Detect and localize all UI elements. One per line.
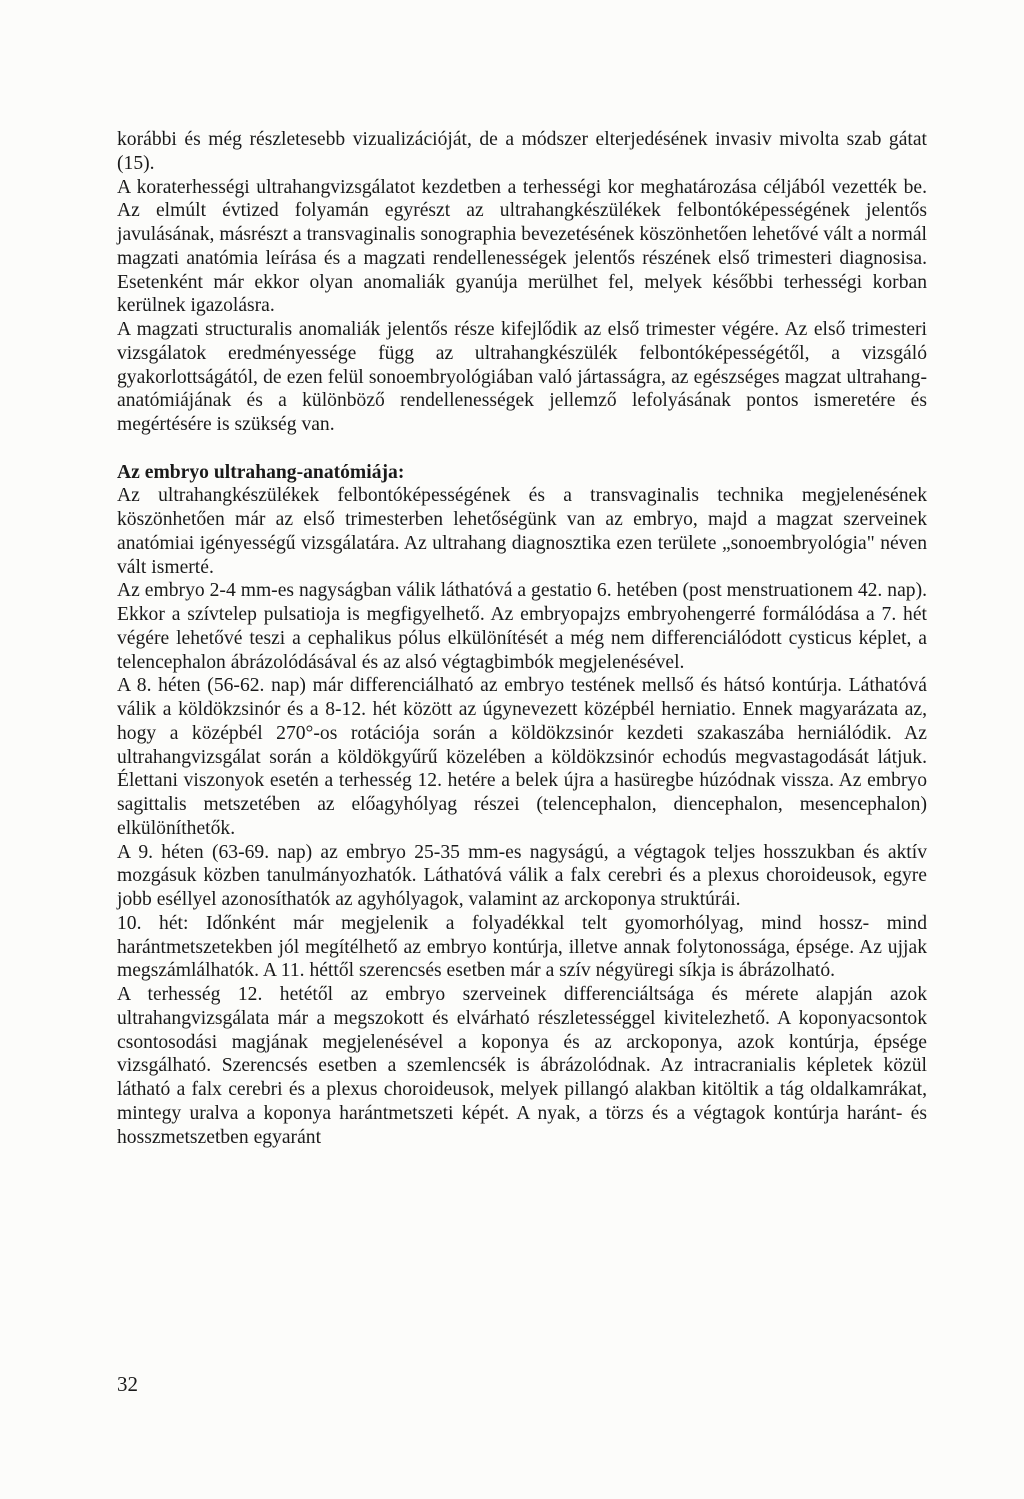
paragraph-first-trimester-exam: A koraterhességi ultrahangvizsgálatot kezdetben a terhességi kor meghatározása céljából vezették be. Az elmúlt évtized folyamán egyrészt az ultrahangkészülékek felbontóképességének jelentős javulásának, másrészt a transvaginalis sonographia bevezetésének köszönhetően lehetővé vált a normál magzati anatómia leírása és a magzati rendellenességek jelentős részének első trimesteri diagnosisa. Esetenként már ekkor olyan anomaliák gyanúja merülhet fel, melyek későbbi terhességi korban kerülnek igazolásra. bbox=[117, 176, 927, 317]
paragraph-week-6-7: Az embryo 2-4 mm-es nagyságban válik láthatóvá a gestatio 6. hetében (post menstruationem 42. nap). Ekkor a szívtelep pulsatioja is megfigyelhető. Az embryopajzs embryohengerré formálódása a 7. hét végére lehetővé teszi a cephalikus pólus elkülönítését a még nem differenciálódott cysticus képlet, a telencephalon ábrázolódásával és az alsó végtagbimbók megjelenésével. bbox=[117, 580, 927, 673]
paragraph-week-9: A 9. héten (63-69. nap) az embryo 25-35 mm-es nagyságú, a végtagok teljes hosszukban és aktív mozgásuk közben tanulmányozhatók. Láthatóvá válik a falx cerebri és a plexus choroideusok, egyre jobb eséllyel azonosíthatók az agyhólyagok, valamint az arckoponya struktúrái. bbox=[117, 841, 927, 910]
paragraph-week-10-11: 10. hét: Időnként már megjelenik a folyadékkal telt gyomorhólyag, mind hossz- mind harántmetszetekben jól megítélhető az embryo kontúrja, illetve annak folytonossága, épsége. Az ujjak megszámlálhatók. A 11. héttől szerencsés esetben már a szív négyüregi síkja is ábrázolható. bbox=[117, 912, 927, 982]
paragraph-structural-anomalies: A magzati structuralis anomaliák jelentős része kifejlődik az első trimester végére. Az első trimesteri vizsgálatok eredményessége függ az ultrahangkészülék felbontóképességétől, a vizsgáló gyakorlottságától, de ezen felül sonoembryológiában való jártasságra, az egészséges magzat ultrahang-anatómiájának és a különböző rendellenességek jellemző lefolyásának pontos ismeretére és megértésére is szükség van. bbox=[117, 319, 927, 435]
section-heading: Az embryo ultrahang-anatómiája: bbox=[117, 461, 405, 483]
page-number: 32 bbox=[117, 1372, 138, 1396]
paragraph-continuation: korábbi és még részletesebb vizualizációját, de a módszer elterjedésének invasiv mivolta szab gátat (15). bbox=[117, 129, 927, 174]
body-text bbox=[117, 128, 927, 1149]
paragraph-week-12: A terhesség 12. hetétől az embryo szerveinek differenciáltsága és mérete alapján azok ultrahangvizsgálata már a megszokott és elvárható részletességgel kivitelezhető. A koponyacsontok csontosodási magjának megjelenésével a koponya és az arckoponya, azok kontúrja, épsége vizsgálható. Szerencsés esetben a szemlencsék is ábrázolódnak. Az intracranialis képletek közül látható a falx cerebri és a plexus choroideusok, melyek pillangó alakban kitöltik a tág oldalkamrákat, mintegy uralva a koponya harántmetszeti képét. A nyak, a törzs és a végtagok kontúrja haránt- és hosszmetszetben egyaránt bbox=[117, 984, 927, 1148]
paragraph-sonoembryology: Az ultrahangkészülékek felbontóképességének és a transvaginalis technika megjelenésének köszönhetően már az első trimesterben lehetőségünk van az embryo, majd a magzat szerveinek anatómiai igényességű vizsgálatára. Az ultrahang diagnosztika ezen területe „sonoembryológia" néven vált ismerté. bbox=[117, 485, 927, 578]
paragraph-week-8: A 8. héten (56-62. nap) már differenciálható az embryo testének mellső és hátsó kontúrja. Láthatóvá válik a köldökzsinór és a 8-12. hét között az úgynevezett középbél herniatio. Ennek magyarázata az, hogy a középbél 270°-os rotációja során a köldökzsinór kezdeti szakaszába herniálódik. Az ultrahangvizsgálat során a köldökgyűrű közelében a köldökzsinór echodús megvastagodását látjuk. Élettani viszonyok esetén a terhesség 12. hetére a belek újra a hasüregbe húzódnak vissza. Az embryo sagittalis metszetében az előagyhólyag részei (telencephalon, diencephalon, mesencephalon) elkülöníthetők. bbox=[117, 675, 927, 839]
